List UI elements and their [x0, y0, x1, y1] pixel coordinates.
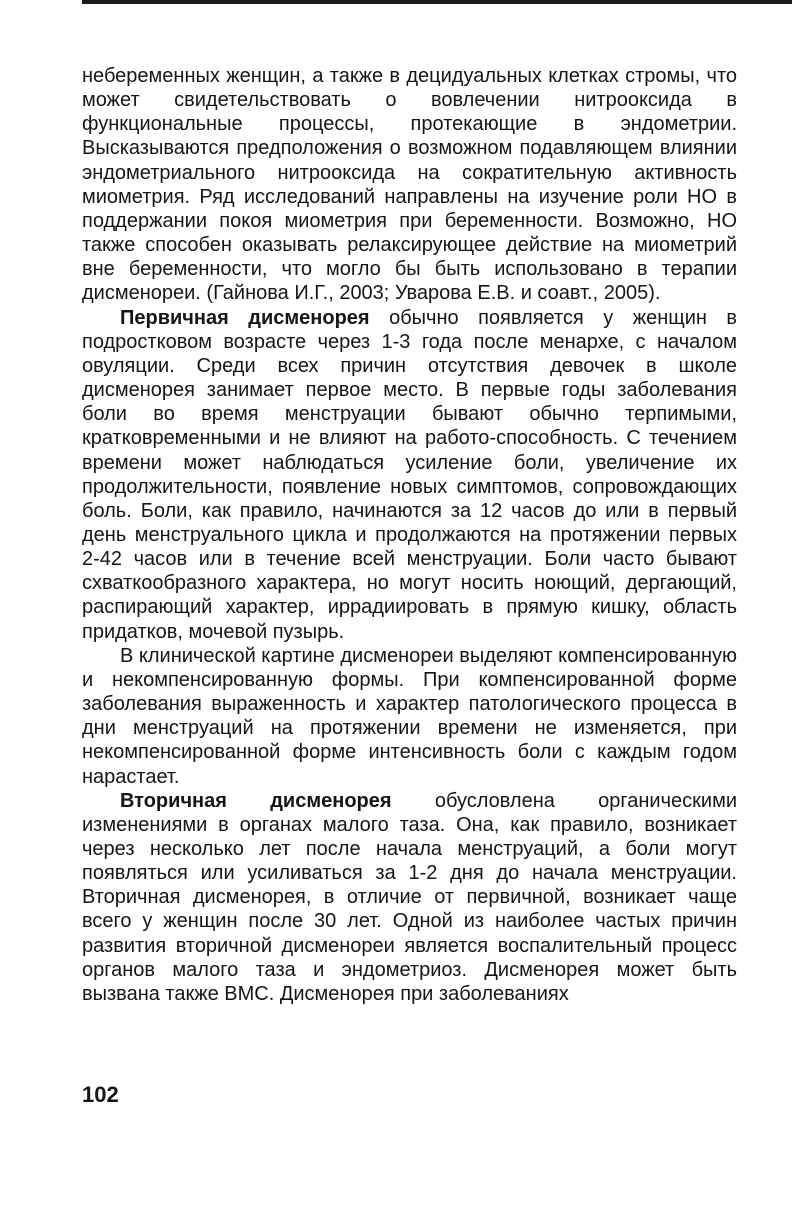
paragraph-4	[82, 789, 737, 1006]
term-primary-dysmenorrhea: Первичная дисменорея	[120, 306, 370, 329]
paragraph-4-text: обусловлена органическими изменениями в органах малого таза. Она, как правило, возникает через несколько лет после начала менструаций, а боли могут появляться или усиливаться за 1-2 дня до начала менструации. Вторичная дисменорея, в отличие от первичной, возникает чаще всего у женщин после 30 лет. Одной из наиболее частых причин развития вторичной дисменореи является воспалительный процесс органов малого таза и эндометриоз. Дисменорея может быть вызвана также ВМС. Дисменорея при заболеваниях	[82, 789, 737, 1005]
paragraph-3	[82, 644, 737, 789]
paragraph-1	[82, 64, 737, 306]
paragraph-1-text: небеременных женщин, а также в децидуальных клетках стромы, что может свидетельствовать о вовлечении нитрооксида в функциональные процессы, протекающие в эндометрии. Высказываются предположения о возможном подавляющем влиянии эндометриального нитрооксида на сократительную активность миометрия. Ряд исследований направлены на изучение роли НО в поддержании покоя миометрия при беременности. Возможно, НО также способен оказывать релаксирующее действие на миометрий вне беременности, что могло бы быть использовано в терапии дисменореи. (Гайнова И.Г., 2003; Уварова Е.В. и соавт., 2005).	[82, 65, 737, 305]
paragraph-2	[82, 306, 737, 644]
page-number: 102	[82, 1082, 119, 1107]
paragraph-3-text: В клинической картине дисменореи выделяют компенсированную и некомпенсированную формы. При компенсированной форме заболевания выраженность и характер патологического процесса в дни менструаций на протяжении времени не изменяется, при некомпенсированной форме интенсивность боли с каждым годом нарастает.	[82, 644, 737, 788]
paragraph-2-text: обычно появляется у женщин в подростковом возрасте через 1-3 года после менархе, с началом овуляции. Среди всех причин отсутствия девочек в школе дисменорея занимает первое место. В первые годы заболевания боли во время менструации бывают обычно терпимыми, кратковременными и не влияют на работо-способность. С течением времени может наблюдаться усиление боли, увеличение их продолжительности, появление новых симптомов, сопровождающих боль. Боли, как правило, начинаются за 12 часов до или в первый день менструального цикла и продолжаются на протяжении первых 2-42 часов или в течение всей менструации. Боли часто бывают схваткообразного характера, но могут носить ноющий, дергающий, распирающий характер, иррадиировать в прямую кишку, область придатков, мочевой пузырь.	[82, 306, 738, 643]
body-text	[82, 64, 737, 1006]
term-secondary-dysmenorrhea: Вторичная дисменорея	[120, 789, 392, 812]
top-rule	[82, 0, 792, 4]
